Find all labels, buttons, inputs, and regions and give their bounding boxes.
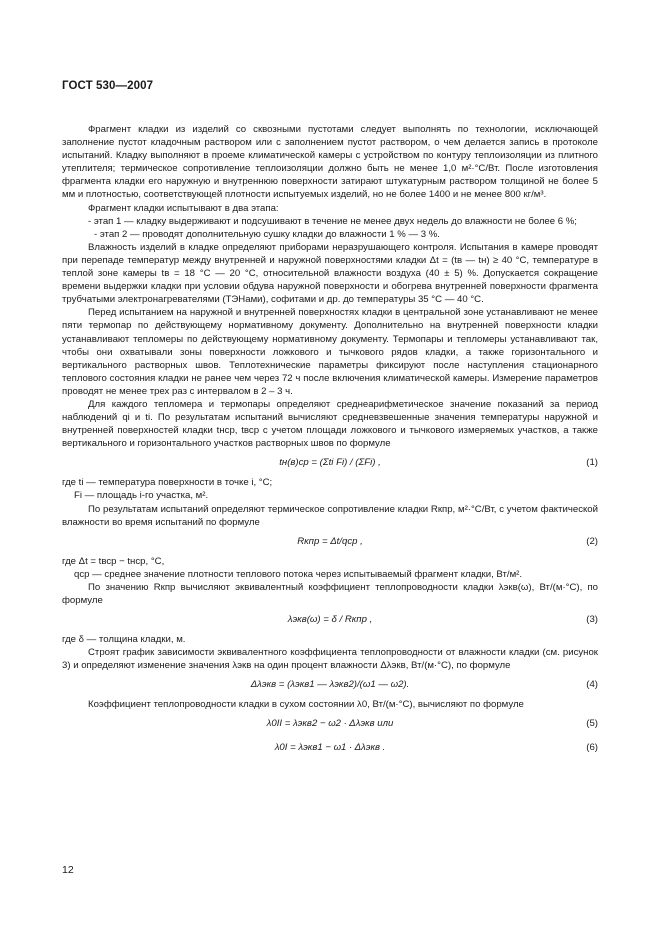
formula-text: λэкв(ω) = δ / Rкпр , [287,614,373,626]
paragraph: Фрагмент кладки испытывают в два этапа: [88,202,279,214]
where-clause: где δ — толщина кладки, м. [62,634,186,646]
where-clause: qср — среднее значение плотности теплового потока через испытываемый фрагмент кладки, Вт/м². [74,568,523,580]
paragraph: Для каждого тепломера и термопары определяют среднеарифметическое значение показаний за период наблюдений qi и ti. По результатам испытаний вычисляют средневзвешенные значения температуры наружной и внутренней поверхностей кладки tнср, tвср с учетом площади ложкового и тычкового измеряемых участков, а также вертикального и горизонтального участков растворных швов по формуле [62,398,598,450]
paragraph: Фрагмент кладки из изделий со сквозными пустотами следует выполнять по технологии, исключающей заполнение пустот кладочным раствором или с заполнением пустот раствором, о чем делается запись в протоколе испытаний. Кладку выполняют в проеме климатической камеры с устройством по контуру теплоизоляции из плитного утеплителя; термическое сопротивление теплоизоляции должно быть не менее 1,0 м²·°С/Вт. После изготовления фрагмента кладки его наружную и внутреннюю поверхности затирают штукатурным раствором толщиной не более 5 мм и плотностью, соответствующей плотности испытуемых изделий, но не более 1400 и не менее 800 кг/м³. [62,124,598,201]
paragraph: Перед испытанием на наружной и внутренней поверхностях кладки в центральной зоне устанавливают не менее пяти термопар по действующему нормативному документу. Дополнительно на внутренней поверхности кладки устанавливают тепломеры по действующему нормативному документу. Термопары и тепломеры устанавливают так, чтобы они охватывали зоны поверхности ложкового и тычкового рядов кладки, а также горизонтального и вертикального растворных швов. Теплотехнические параметры фиксируют после наступления стационарного теплового состояния кладки не ранее чем через 72 ч после включения климатической камеры. Измерение параметров проводят не менее трех раз с интервалом в 2 – 3 ч. [62,307,598,397]
formula-text: λ0II = λэкв2 − ω2 · Δλэкв или [266,718,394,730]
where-clause: Fi — площадь i-го участка, м². [74,490,209,502]
paragraph: Строят график зависимости эквивалентного коэффициента теплопроводности от влажности кладки (см. рисунок 3) и определяют изменение значения λэкв на один процент влажности Δλэкв, Вт/(м·°С), по формуле [62,647,598,672]
formula-text: tн(в)ср = (Σti Fi) / (ΣFi) , [279,457,381,469]
formula-5 [62,713,598,735]
formula-1 [62,452,598,474]
formula-number: (4) [586,679,598,691]
formula-number: (3) [586,614,598,626]
formula-text: λ0I = λэкв1 − ω1 · Δλэкв . [274,742,386,754]
formula-number: (6) [586,742,598,754]
paragraph: По значению Rкпр вычисляют эквивалентный коэффициент теплопроводности кладки λэкв(ω), Вт/(м·°С), по формуле [62,581,598,606]
formula-3 [62,609,598,631]
where-clause: где Δt = tвср − tнср, °С, [62,555,165,567]
paragraph: По результатам испытаний определяют термическое сопротивление кладки Rкпр, м²·°С/Вт, с учетом фактической влажности во время испытаний по формуле [62,503,598,528]
paragraph: Влажность изделий в кладке определяют приборами неразрушающего контроля. Испытания в камере проводят при перепаде температур между внутренней и наружной поверхностями кладки Δt = (tв — tн) ≥ 40 °С, температуре в теплой зоне камеры tв = 18 °С — 20 °С, относительной влажности воздуха (40 ± 5) %. Допускается сокращение времени выдержки кладки при условии обдува наружной поверхности и обогрева внутренней поверхности фрагмента трубчатыми электронагревателями (ТЭНами), софитами и др. до температуры 35 °С — 40 °С. [62,241,598,306]
formula-2 [62,531,598,553]
formula-4 [62,674,598,696]
formula-text: Δλэкв = (λэкв1 — λэкв2)/(ω1 — ω2). [250,679,410,691]
page-number: 12 [62,864,74,876]
where-clause: где ti — температура поверхности в точке i, °С; [62,477,273,489]
paragraph: - этап 1 — кладку выдерживают и подсушивают в течение не менее двух недель до влажности не более 6 %; [88,215,577,227]
formula-number: (2) [586,535,598,547]
formula-6 [62,737,598,759]
document-body [62,123,598,761]
formula-text: Rкпр = Δt/qср , [297,535,363,547]
document-header: ГОСТ 530—2007 [62,80,154,92]
formula-number: (5) [586,718,598,730]
paragraph: - этап 2 — проводят дополнительную сушку кладки до влажности 1 % — 3 %. [94,228,440,240]
formula-number: (1) [586,457,598,469]
paragraph: Коэффициент теплопроводности кладки в сухом состоянии λ0, Вт/(м·°С), вычисляют по формуле [88,699,524,711]
